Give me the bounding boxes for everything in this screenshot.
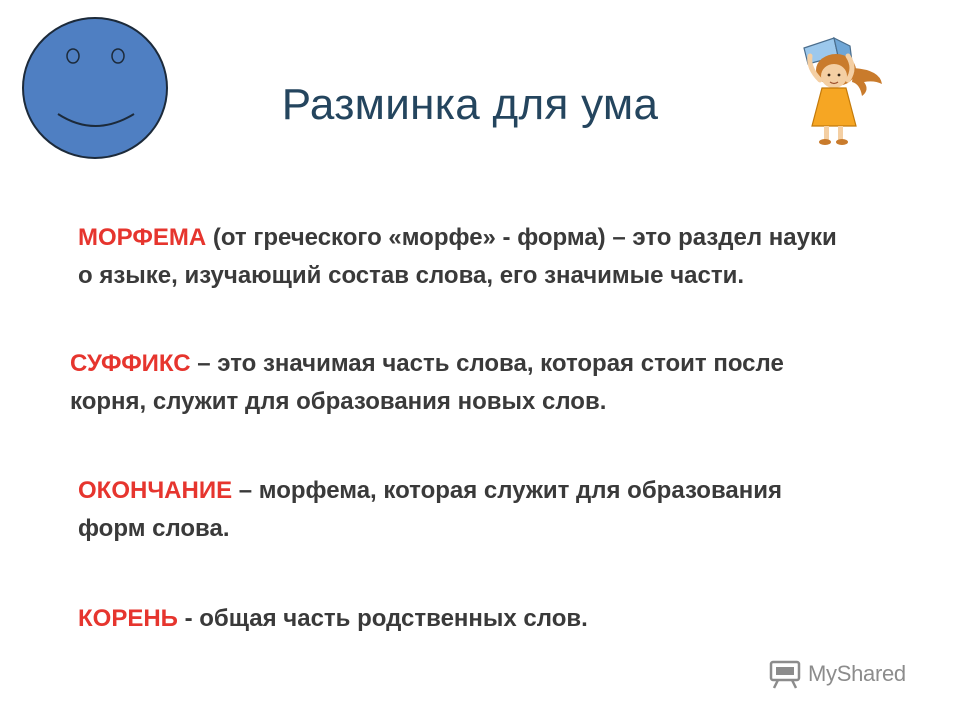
term-koren: КОРЕНЬ <box>78 605 178 632</box>
definition-suffiks-text: – это значимая часть слова, которая стоит после корня, служит для образования новых слов. <box>70 350 784 415</box>
term-morfema: МОРФЕМА <box>78 224 207 251</box>
watermark-text: MyShared <box>808 661 906 686</box>
definition-morfema <box>78 219 838 295</box>
definition-koren <box>78 600 838 638</box>
slide-title: Разминка для ума <box>281 80 659 129</box>
smiley-right-eye <box>112 49 124 63</box>
term-okonchanie: ОКОНЧАНИЕ <box>78 477 233 504</box>
watermark <box>768 656 906 692</box>
definition-koren-text: - общая часть родственных слов. <box>177 605 588 632</box>
term-suffiks: СУФФИКС <box>70 350 191 377</box>
definition-suffiks <box>70 345 830 421</box>
definition-morfema-text: (от греческого «морфе» - форма) – это раздел науки о языке, изучающий состав слова, его значимые части. <box>78 224 837 289</box>
presentation-board-icon <box>768 659 802 689</box>
definition-okonchanie-text: – морфема, которая служит для образования форм слова. <box>78 477 782 542</box>
definition-okonchanie <box>78 472 838 548</box>
smiley-left-eye <box>67 49 79 63</box>
